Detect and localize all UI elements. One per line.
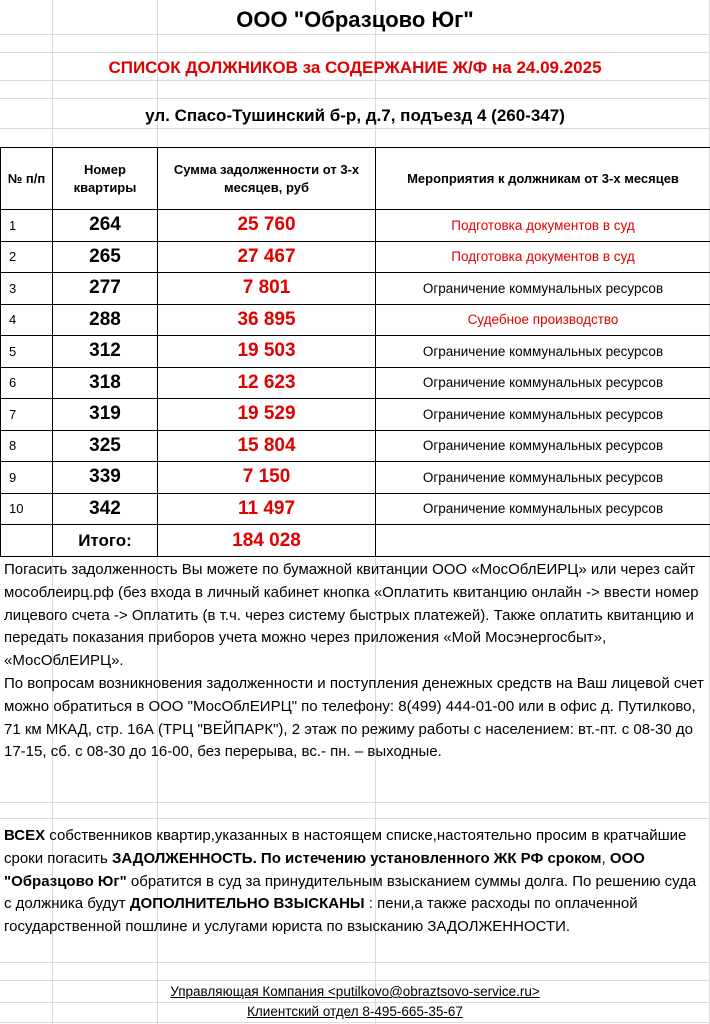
debt-amount: 7 801 [158,273,376,305]
apartment-number: 325 [53,430,158,462]
table-row [1,241,710,273]
row-number: 6 [1,367,53,399]
apartment-number: 342 [53,493,158,525]
row-number: 4 [1,304,53,336]
row-number: 5 [1,336,53,368]
debt-warning [4,825,704,939]
column-header-number: № п/п [1,148,53,210]
column-header-apartment: Номер квартиры [53,148,158,210]
total-amount: 184 028 [158,525,376,557]
company-title: ООО "Образцово Юг" [236,7,474,32]
management-company-link[interactable]: Управляющая Компания <putilkovo@obraztsovo-service.ru> [170,984,540,999]
debt-action: Ограничение коммунальных ресурсов [376,430,710,462]
apartment-number: 264 [53,210,158,242]
warning-company: ООО "Образцово Юг" [4,849,645,890]
debt-action: Подготовка документов в суд [376,210,710,242]
grid-line [0,80,710,81]
grid-line [0,1002,710,1003]
table-row [1,304,710,336]
debt-amount: 25 760 [158,210,376,242]
row-number: 8 [1,430,53,462]
table-row [1,367,710,399]
warning-additional: ДОПОЛНИТЕЛЬНО ВЗЫСКАНЫ [129,895,365,913]
total-row [1,525,710,557]
debt-amount: 36 895 [158,304,376,336]
column-header-actions: Мероприятия к должникам от 3-х месяцев [376,148,710,210]
grid-line [0,1022,710,1023]
total-empty-cell [376,525,710,557]
warning-text: собственников квартир,указанных в настоящем списке,настоятельно просим в кратчайшие сроки погасить [4,827,687,867]
debt-action: Судебное производство [376,304,710,336]
address-line: ул. Спасо-Тушинский б-р, д.7, подъезд 4 (260-347) [145,106,565,125]
payment-info [4,559,704,764]
table-row [1,273,710,305]
debt-action: Ограничение коммунальных ресурсов [376,462,710,494]
grid-line [0,34,710,35]
client-department-phone[interactable]: Клиентский отдел 8-495-665-35-67 [247,1004,463,1019]
contact-info: По вопросам возникновения задолженности и поступления денежных средств на Ваш лицевой счет можно обратиться в ООО "МосОблЕИРЦ" по телефону: 8(499) 444-01-00 или в офис д. Путилково, 71 км МКАД, стр. 16А (ТРЦ "ВЕЙПАРК"), 2 этаж по режиму работы с населением: вт.-пт. с 08-30 до 17-15, сб. с 08-30 до 16-00, без перерыва, вс.- пн. – выходные. [4,674,704,761]
grid-line [0,962,710,963]
table-row [1,430,710,462]
warning-all-owners: ВСЕХ [4,827,46,844]
debt-amount: 15 804 [158,430,376,462]
grid-line [0,818,710,819]
apartment-number: 312 [53,336,158,368]
row-number: 10 [1,493,53,525]
payment-instructions: Погасить задолженность Вы можете по бумажной квитанции ООО «МосОблЕИРЦ» или через сайт мособлеирц.рф (без входа в личный кабинет кнопка «Оплатить квитанцию онлайн -> ввести номер лицевого счета -> Оплатить (в т.ч. через систему быстрых платежей). Также оплатить квитанцию и передать показания приборов учета можно через приложения «Мой Мосэнергосбыт», «МосОблЕИРЦ». [4,561,699,670]
debt-action: Ограничение коммунальных ресурсов [376,399,710,431]
debtors-list-title: СПИСОК ДОЛЖНИКОВ за СОДЕРЖАНИЕ Ж/Ф на 24.09.2025 [108,58,602,77]
debtors-table [0,147,710,557]
debt-amount: 19 503 [158,336,376,368]
warning-text: : пени,а также расходы по оплаченной государственной пошлине и услугами юриста по взысканию ЗАДОЛЖЕННОСТИ. [4,895,638,936]
table-row [1,493,710,525]
table-header-row [1,148,710,210]
warning-text: обратится в суд за принудительным взысканием суммы долга. По решению суда с должника будут [4,872,697,913]
row-number: 9 [1,462,53,494]
grid-line [0,128,710,129]
table-row [1,399,710,431]
row-number: 1 [1,210,53,242]
column-header-amount: Сумма задолженности от 3-х месяцев, руб [158,148,376,210]
table-row [1,210,710,242]
debt-action: Ограничение коммунальных ресурсов [376,367,710,399]
warning-text: , [601,849,610,867]
total-label: Итого: [53,525,158,557]
grid-line [0,98,710,99]
apartment-number: 277 [53,273,158,305]
grid-line [0,802,710,803]
debt-amount: 12 623 [158,367,376,399]
debt-action: Ограничение коммунальных ресурсов [376,336,710,368]
debt-amount: 19 529 [158,399,376,431]
grid-line [0,52,710,53]
debt-action: Подготовка документов в суд [376,241,710,273]
debt-amount: 7 150 [158,462,376,494]
apartment-number: 265 [53,241,158,273]
debt-amount: 11 497 [158,493,376,525]
debt-amount: 27 467 [158,241,376,273]
apartment-number: 319 [53,399,158,431]
table-row [1,462,710,494]
row-number: 3 [1,273,53,305]
debt-action: Ограничение коммунальных ресурсов [376,273,710,305]
grid-line [0,980,710,981]
warning-debt-word: ЗАДОЛЖЕННОСТЬ. [111,849,257,867]
total-empty-cell [1,525,53,557]
row-number: 2 [1,241,53,273]
apartment-number: 318 [53,367,158,399]
debt-action: Ограничение коммунальных ресурсов [376,493,710,525]
table-row [1,336,710,368]
warning-deadline: По истечению установленного ЖК РФ сроком [260,849,602,867]
apartment-number: 288 [53,304,158,336]
apartment-number: 339 [53,462,158,494]
row-number: 7 [1,399,53,431]
